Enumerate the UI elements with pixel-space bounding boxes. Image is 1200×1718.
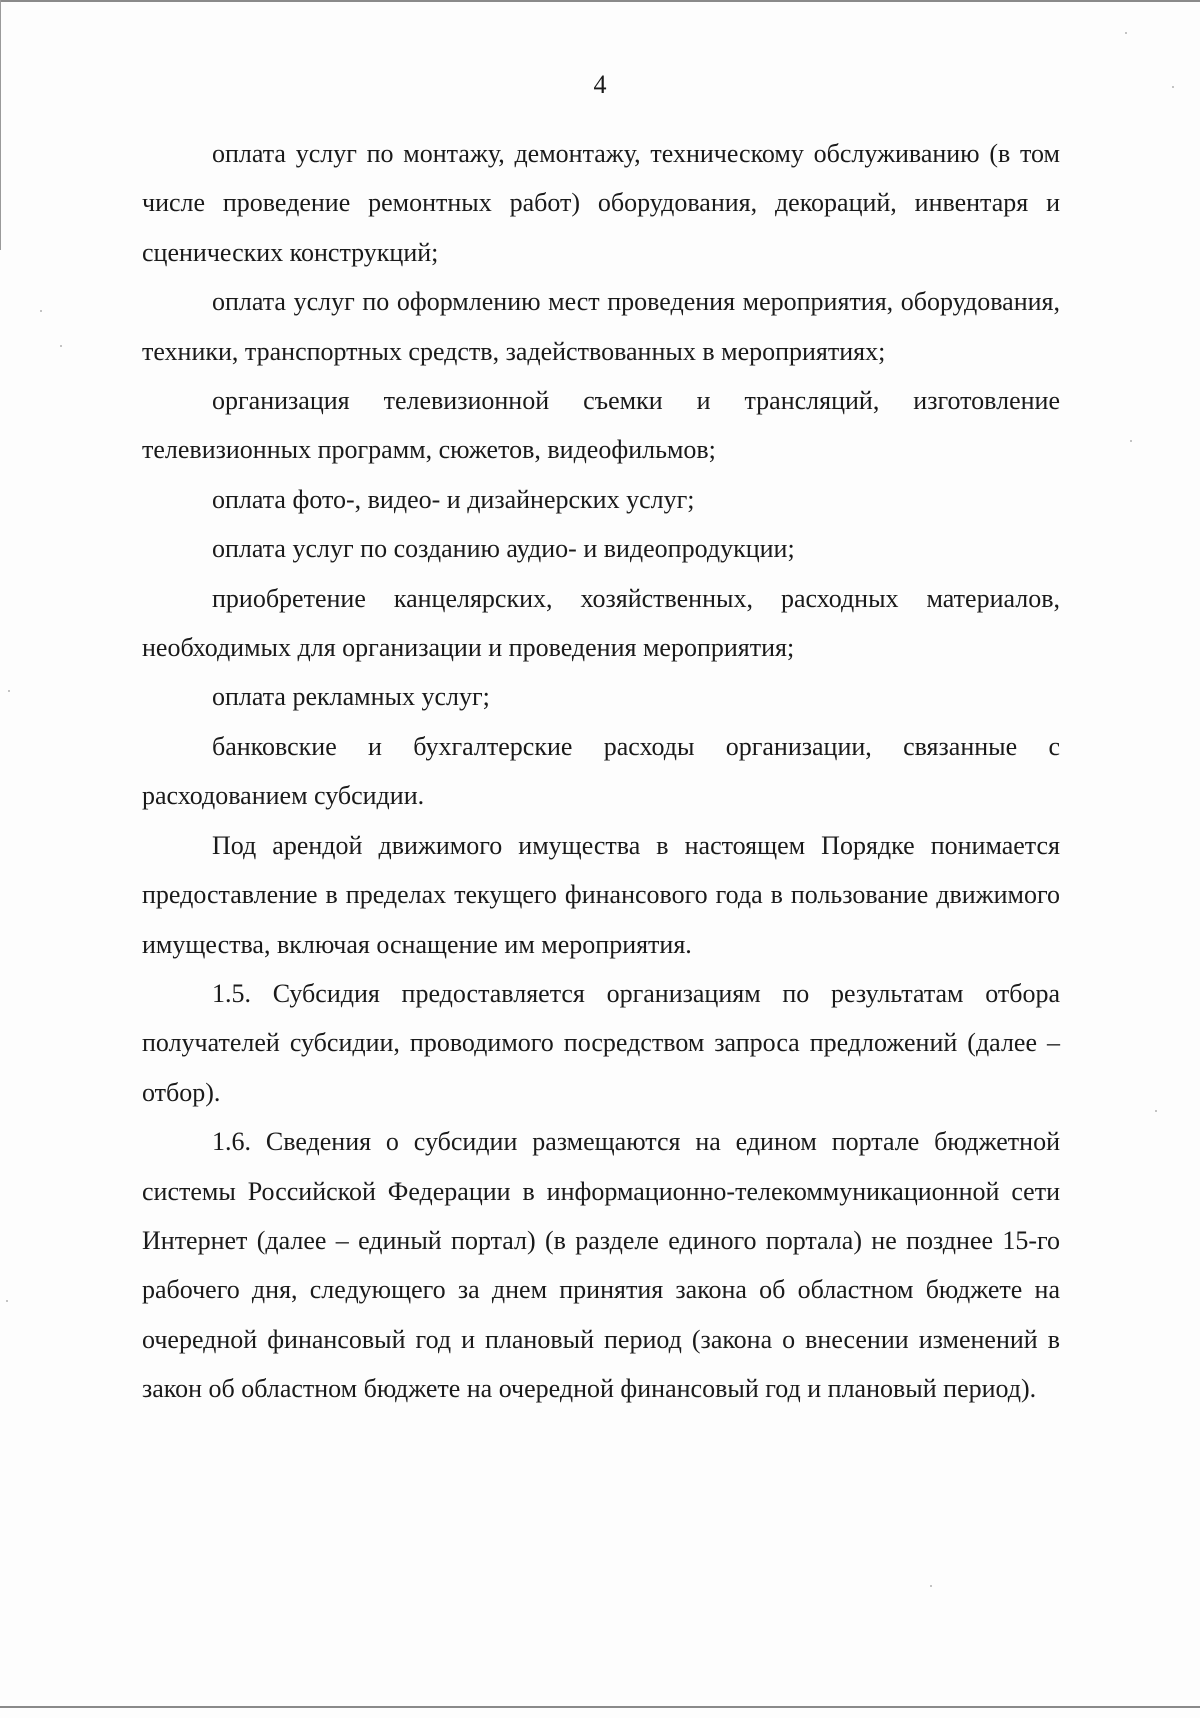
scan-speck bbox=[1155, 1110, 1157, 1112]
scan-speck bbox=[40, 310, 42, 312]
scan-speck bbox=[1125, 32, 1127, 34]
scan-speck bbox=[6, 1300, 8, 1302]
scan-speck bbox=[1130, 440, 1132, 442]
paragraph-installation-services: оплата услуг по монтажу, демонтажу, техническому обслуживанию (в том числе проведение ремонтных работ) оборудования, декораций, инвентаря и сценических конструкций; bbox=[142, 139, 1060, 267]
scan-speck bbox=[60, 345, 62, 347]
scan-edge-top bbox=[0, 0, 1200, 2]
paragraph-bank-expenses: банковские и бухгалтерские расходы организации, связанные с расходованием субсидии. bbox=[142, 731, 1060, 811]
scan-speck bbox=[8, 690, 10, 692]
paragraph-materials: приобретение канцелярских, хозяйственных, расходных материалов, необходимых для организации и проведения мероприятия; bbox=[142, 583, 1060, 663]
page-number: 4 bbox=[593, 70, 607, 99]
scan-edge-bottom bbox=[0, 1706, 1200, 1708]
paragraph-movable-property-rent: Под арендой движимого имущества в настоящем Порядке понимается предоставление в пределах текущего финансового года в пользование движимого имущества, включая оснащение им мероприятия. bbox=[142, 830, 1060, 959]
paragraph-section-1-6: 1.6. Сведения о субсидии размещаются на едином портале бюджетной системы Российской Федерации в информационно-телекоммуникационной сети Интернет (далее – единый портал) (в разделе единого портала) не позднее 15-го рабочего дня, следующего за днем принятия закона об областном бюджете на очередной финансовый год и плановый период (закона о внесении изменений в закон об областном бюджете на очередной финансовый год и плановый период). bbox=[142, 1127, 1060, 1404]
paragraph-photo-video-design: оплата фото-, видео- и дизайнерских услуг; bbox=[212, 484, 695, 514]
paragraph-tv-filming: организация телевизионной съемки и трансляций, изготовление телевизионных программ, сюжетов, видеофильмов; bbox=[142, 386, 1060, 465]
paragraph-audio-video-production: оплата услуг по созданию аудио- и видеопродукции; bbox=[212, 534, 795, 564]
paragraph-advertising: оплата рекламных услуг; bbox=[212, 682, 490, 712]
scan-speck bbox=[930, 1585, 932, 1587]
scan-edge-left bbox=[0, 0, 1, 250]
document-body bbox=[142, 129, 1060, 1414]
paragraph-section-1-5: 1.5. Субсидия предоставляется организациям по результатам отбора получателей субсидии, проводимого посредством запроса предложений (далее – отбор). bbox=[142, 978, 1060, 1107]
paragraph-decoration-services: оплата услуг по оформлению мест проведения мероприятия, оборудования, техники, транспортных средств, задействованных в мероприятиях; bbox=[142, 287, 1060, 366]
